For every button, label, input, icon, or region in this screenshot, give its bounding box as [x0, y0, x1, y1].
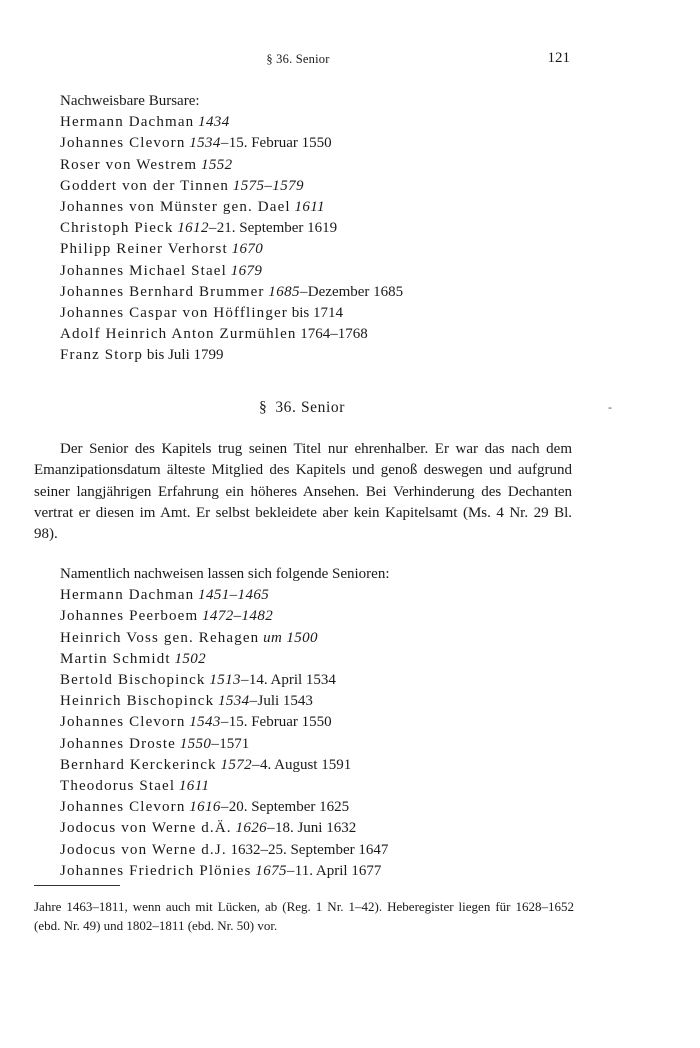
person-name: Johannes Clevorn [60, 135, 186, 152]
tenure-years: 1534– [217, 693, 258, 710]
tenure-years: 1679 [230, 262, 263, 279]
tenure-date: Juli 1543 [257, 693, 313, 710]
person-name: Jodocus von Werne d.Ä. [60, 820, 232, 837]
tenure-years: 1612– [177, 220, 217, 237]
person-name: Johannes Peerboem [60, 608, 199, 625]
tenure-date: 21. September 1619 [216, 220, 338, 237]
person-name: Johannes Friedrich Plönies [60, 862, 252, 879]
bursare-intro: Nachweisbare Bursare: [60, 93, 200, 109]
tenure-date: 15. Februar 1550 [228, 714, 332, 731]
section-paragraph-block [34, 439, 572, 545]
list-item [60, 649, 389, 670]
tenure-years: um 1500 [263, 629, 318, 646]
tenure-date: 14. April 1534 [248, 672, 336, 689]
person-name: Heinrich Voss gen. Rehagen [60, 629, 260, 646]
person-name: Johannes Clevorn [60, 714, 186, 731]
senioren-intro: Namentlich nachweisen lassen sich folgende Senioren: [60, 566, 390, 582]
list-item [60, 606, 389, 627]
list-item [60, 734, 389, 755]
tenure-years: 1685– [268, 283, 308, 300]
tenure-years: 1626– [235, 820, 275, 837]
tenure-date: bis 1714 [291, 305, 343, 322]
tenure-date: 4. August 1591 [259, 756, 352, 773]
tenure-date: Dezember 1685 [307, 283, 404, 300]
section-heading [0, 399, 604, 417]
list-item [60, 239, 403, 260]
list-item [60, 670, 389, 691]
tenure-years: 1552 [200, 156, 233, 173]
list-item [60, 628, 389, 649]
list-item [60, 133, 403, 154]
list-item [60, 282, 403, 303]
list-item [60, 112, 403, 133]
tenure-years: 1616– [189, 799, 229, 816]
list-item [60, 691, 389, 712]
tenure-years: 1670 [231, 241, 264, 258]
tenure-years: 1434 [198, 114, 230, 131]
list-item [60, 176, 403, 197]
list-item [60, 261, 403, 282]
running-head: § 36. Senior [266, 52, 330, 66]
person-name: Roser von Westrem [60, 156, 198, 173]
person-name: Johannes Michael Stael [60, 262, 227, 279]
tenure-years: 1550– [179, 735, 220, 752]
person-name: Martin Schmidt [60, 650, 171, 667]
tenure-years: 1611 [178, 778, 210, 795]
footnote-rule [34, 885, 120, 886]
person-name: Johannes von Münster gen. Dael [60, 199, 291, 216]
section-symbol: § [258, 399, 268, 416]
tenure-date: 20. September 1625 [228, 799, 350, 816]
list-item [60, 197, 403, 218]
list-item [60, 345, 403, 366]
person-name: Goddert von der Tinnen [60, 177, 230, 194]
person-name: Johannes Bernhard Brummer [60, 283, 265, 300]
list-item [60, 797, 389, 818]
tenure-years: 1502 [174, 650, 207, 667]
section-title: 36. Senior [275, 399, 346, 416]
page-number: 121 [547, 50, 570, 66]
tenure-date: 1632–25. September 1647 [230, 841, 389, 858]
list-item [60, 840, 389, 861]
tenure-years: 1451–1465 [198, 587, 270, 604]
tenure-years: 1572– [220, 756, 260, 773]
tenure-date: 18. Juni 1632 [274, 820, 357, 837]
senioren-list [60, 564, 389, 882]
person-name: Heinrich Bischopinck [60, 693, 215, 710]
margin-mark: - [608, 400, 612, 414]
tenure-date: bis Juli 1799 [146, 347, 224, 364]
person-name: Hermann Dachman [60, 587, 195, 604]
page-header [0, 52, 700, 72]
list-item [60, 818, 389, 839]
person-name: Franz Storp [60, 347, 144, 364]
footnote: Jahre 1463–1811, wenn auch mit Lücken, ab (Reg. 1 Nr. 1–42). Heberegister liegen für 1628–1652 (ebd. Nr. 49) und 1802–1811 (ebd. Nr. 50) vor. [34, 899, 574, 933]
person-name: Philipp Reiner Verhorst [60, 241, 228, 258]
bursare-list [60, 91, 403, 367]
person-name: Hermann Dachman [60, 114, 195, 131]
list-item [60, 218, 403, 239]
tenure-date: 1571 [219, 735, 250, 752]
list-item [60, 303, 403, 324]
person-name: Bertold Bischopinck [60, 672, 206, 689]
section-paragraph: Der Senior des Kapitels trug seinen Titel nur ehrenhalber. Er war das nach dem Emanzipationsdatum älteste Mitglied des Kapitels und genoß deswegen und aufgrund seiner langjährigen Erfahrung ein höheres Ansehen. Bei Verhinderung des Dechanten vertrat er diesen im Amt. Er selbst bekleidete aber kein Kapitelsamt (Ms. 4 Nr. 29 Bl. 98). [34, 441, 572, 543]
tenure-years: 1543– [189, 714, 229, 731]
list-item [60, 776, 389, 797]
tenure-date: 15. Februar 1550 [228, 135, 332, 152]
person-name: Adolf Heinrich Anton Zurmühlen [60, 326, 297, 343]
person-name: Johannes Droste [60, 735, 176, 752]
list-item [60, 755, 389, 776]
tenure-years: 1534– [189, 135, 229, 152]
tenure-date: 1764–1768 [300, 326, 368, 343]
tenure-years: 1575–1579 [232, 177, 304, 194]
tenure-years: 1611 [294, 199, 325, 216]
tenure-years: 1675– [255, 862, 295, 879]
tenure-date: 11. April 1677 [294, 862, 382, 879]
list-item [60, 712, 389, 733]
list-item [60, 861, 389, 882]
list-item [60, 155, 403, 176]
person-name: Theodorus Stael [60, 778, 176, 795]
person-name: Jodocus von Werne d.J. [60, 841, 227, 858]
tenure-years: 1472–1482 [202, 608, 274, 625]
list-item [60, 324, 403, 345]
person-name: Bernhard Kerckerinck [60, 756, 217, 773]
list-item [60, 585, 389, 606]
tenure-years: 1513– [209, 672, 249, 689]
person-name: Johannes Clevorn [60, 799, 186, 816]
person-name: Johannes Caspar von Höfflinger [60, 305, 288, 322]
person-name: Christoph Pieck [60, 220, 174, 237]
